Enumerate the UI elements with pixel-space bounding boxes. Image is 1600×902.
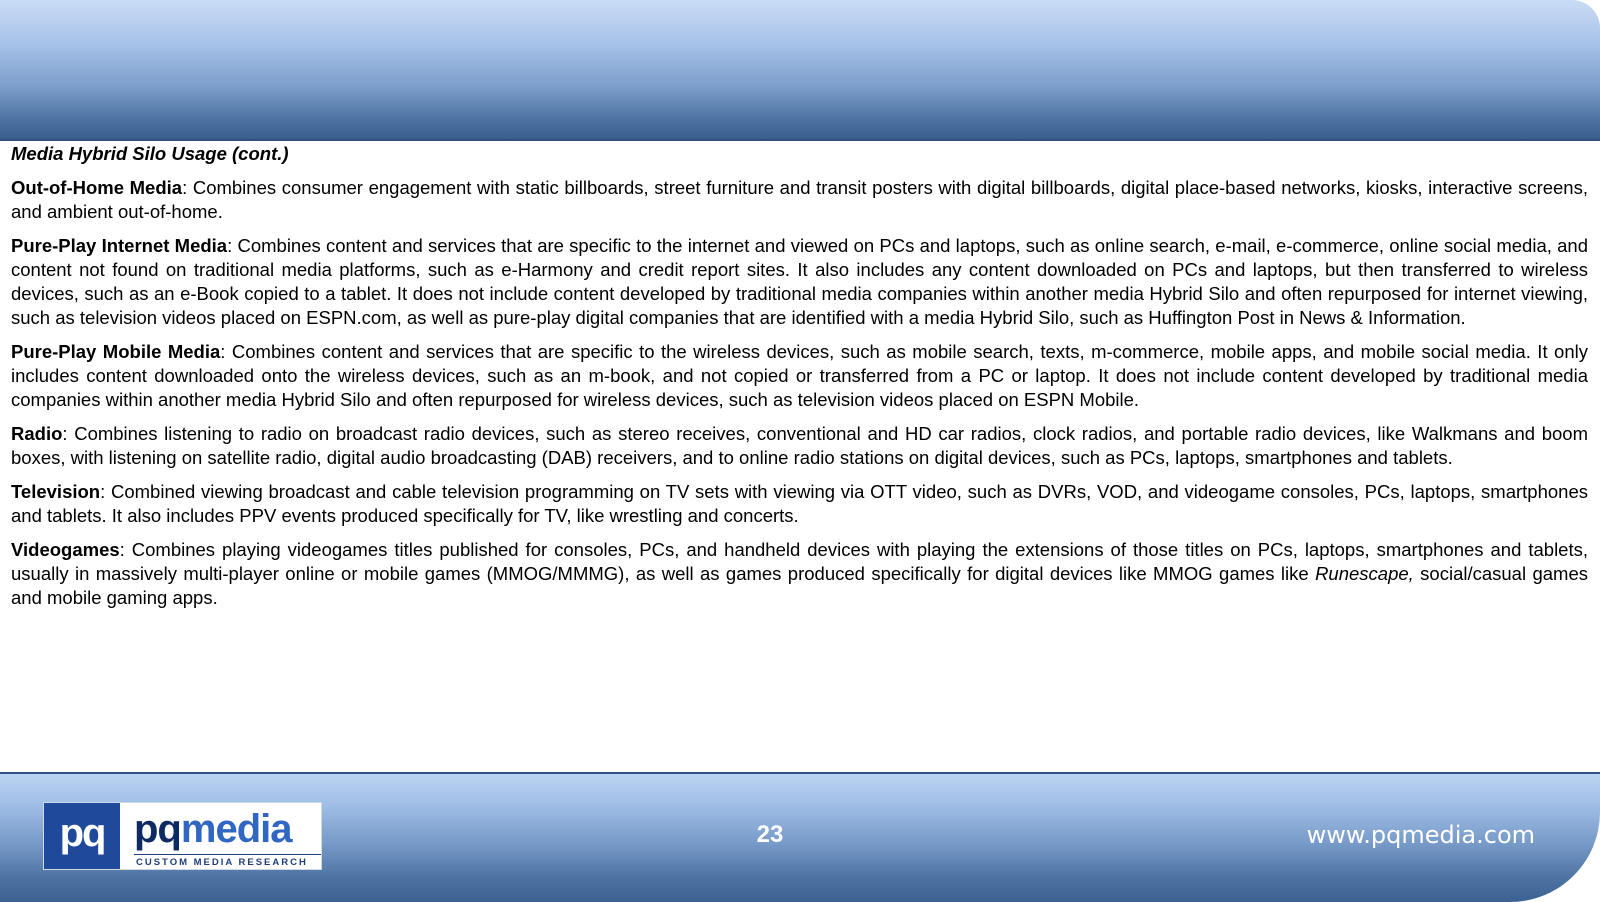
- logo-word-part1: pq: [134, 807, 181, 851]
- definition-paragraph: [11, 422, 1588, 470]
- logo-wordmark: [134, 803, 291, 855]
- definition-paragraph: [11, 176, 1588, 224]
- slide-title: Media Hybrid Silo Usage (cont.): [11, 143, 289, 164]
- definition-text: : Combines consumer engagement with static billboards, street furniture and transit posters with digital billboards, digital place-based networks, kiosks, interactive screens, and ambient out-of-home.: [11, 177, 1588, 222]
- definition-text: : Combines listening to radio on broadcast radio devices, such as stereo receives, conventional and HD car radios, clock radios, and portable radio devices, like Walkmans and boom boxes, with listening on satellite radio, digital audio broadcasting (DAB) receivers, and to online radio stations on digital devices, such as PCs, laptops, smartphones and tablets.: [11, 423, 1588, 468]
- page-number: 23: [756, 821, 784, 848]
- website-url: www.pqmedia.com: [1306, 821, 1535, 849]
- slide-content: [11, 142, 1588, 620]
- header-band: [0, 0, 1600, 141]
- definition-term: Out-of-Home Media: [11, 177, 183, 198]
- pqmedia-logo: [43, 802, 322, 870]
- definition-text: : Combines content and services that are specific to the internet and viewed on PCs and laptops, such as online search, e-mail, e-commerce, online social media, and content not found on traditional media platforms, such as e-Harmony and credit report sites. It also includes any content downloaded on PCs and laptops, but then transferred to wireless devices, such as an e-Book copied to a tablet. It does not include content developed by traditional media companies within another media Hybrid Silo and often repurposed for internet viewing, such as television videos placed on ESPN.com, as well as pure-play digital companies that are identified with a media Hybrid Silo, such as Huffington Post in News & Information.: [11, 235, 1588, 328]
- definition-term: Radio: [11, 423, 63, 444]
- definition-term: Pure-Play Internet Media: [11, 235, 228, 256]
- definition-text: : Combines content and services that are specific to the wireless devices, such as mobile search, texts, m-commerce, mobile apps, and mobile social media. It only includes content downloaded onto the wireless devices, such as an m-book, and not copied or transferred from a PC or laptop. It does not include content developed by traditional media companies within another media Hybrid Silo and often repurposed for wireless devices, such as television videos placed on ESPN Mobile.: [11, 341, 1588, 410]
- logo-tagline: CUSTOM MEDIA RESEARCH: [136, 857, 308, 868]
- logo-word-part2: media: [180, 807, 292, 851]
- definition-paragraph: [11, 538, 1588, 610]
- definition-term: Pure-Play Mobile Media: [11, 341, 221, 362]
- definition-text: social/casual games and mobile gaming apps.: [11, 563, 1588, 608]
- logo-mark: pq: [44, 803, 120, 869]
- definition-paragraph: [11, 234, 1588, 330]
- definition-paragraph: [11, 340, 1588, 412]
- definition-italic-text: Runescape,: [1315, 563, 1414, 584]
- definition-text: : Combined viewing broadcast and cable television programming on TV sets with viewing via OTT video, such as DVRs, VOD, and videogame consoles, PCs, laptops, smartphones and tablets. It also includes PPV events produced specifically for TV, like wrestling and concerts.: [11, 481, 1588, 526]
- definition-text: : Combines playing videogames titles published for consoles, PCs, and handheld devices with playing the extensions of those titles on PCs, laptops, smartphones and tablets, usually in massively multi-player online or mobile games (MMOG/MMMG), as well as games produced specifically for digital devices like MMOG games like: [11, 539, 1588, 584]
- definition-term: Television: [11, 481, 101, 502]
- definition-term: Videogames: [11, 539, 120, 560]
- definition-paragraph: [11, 480, 1588, 528]
- logo-divider: [134, 854, 321, 855]
